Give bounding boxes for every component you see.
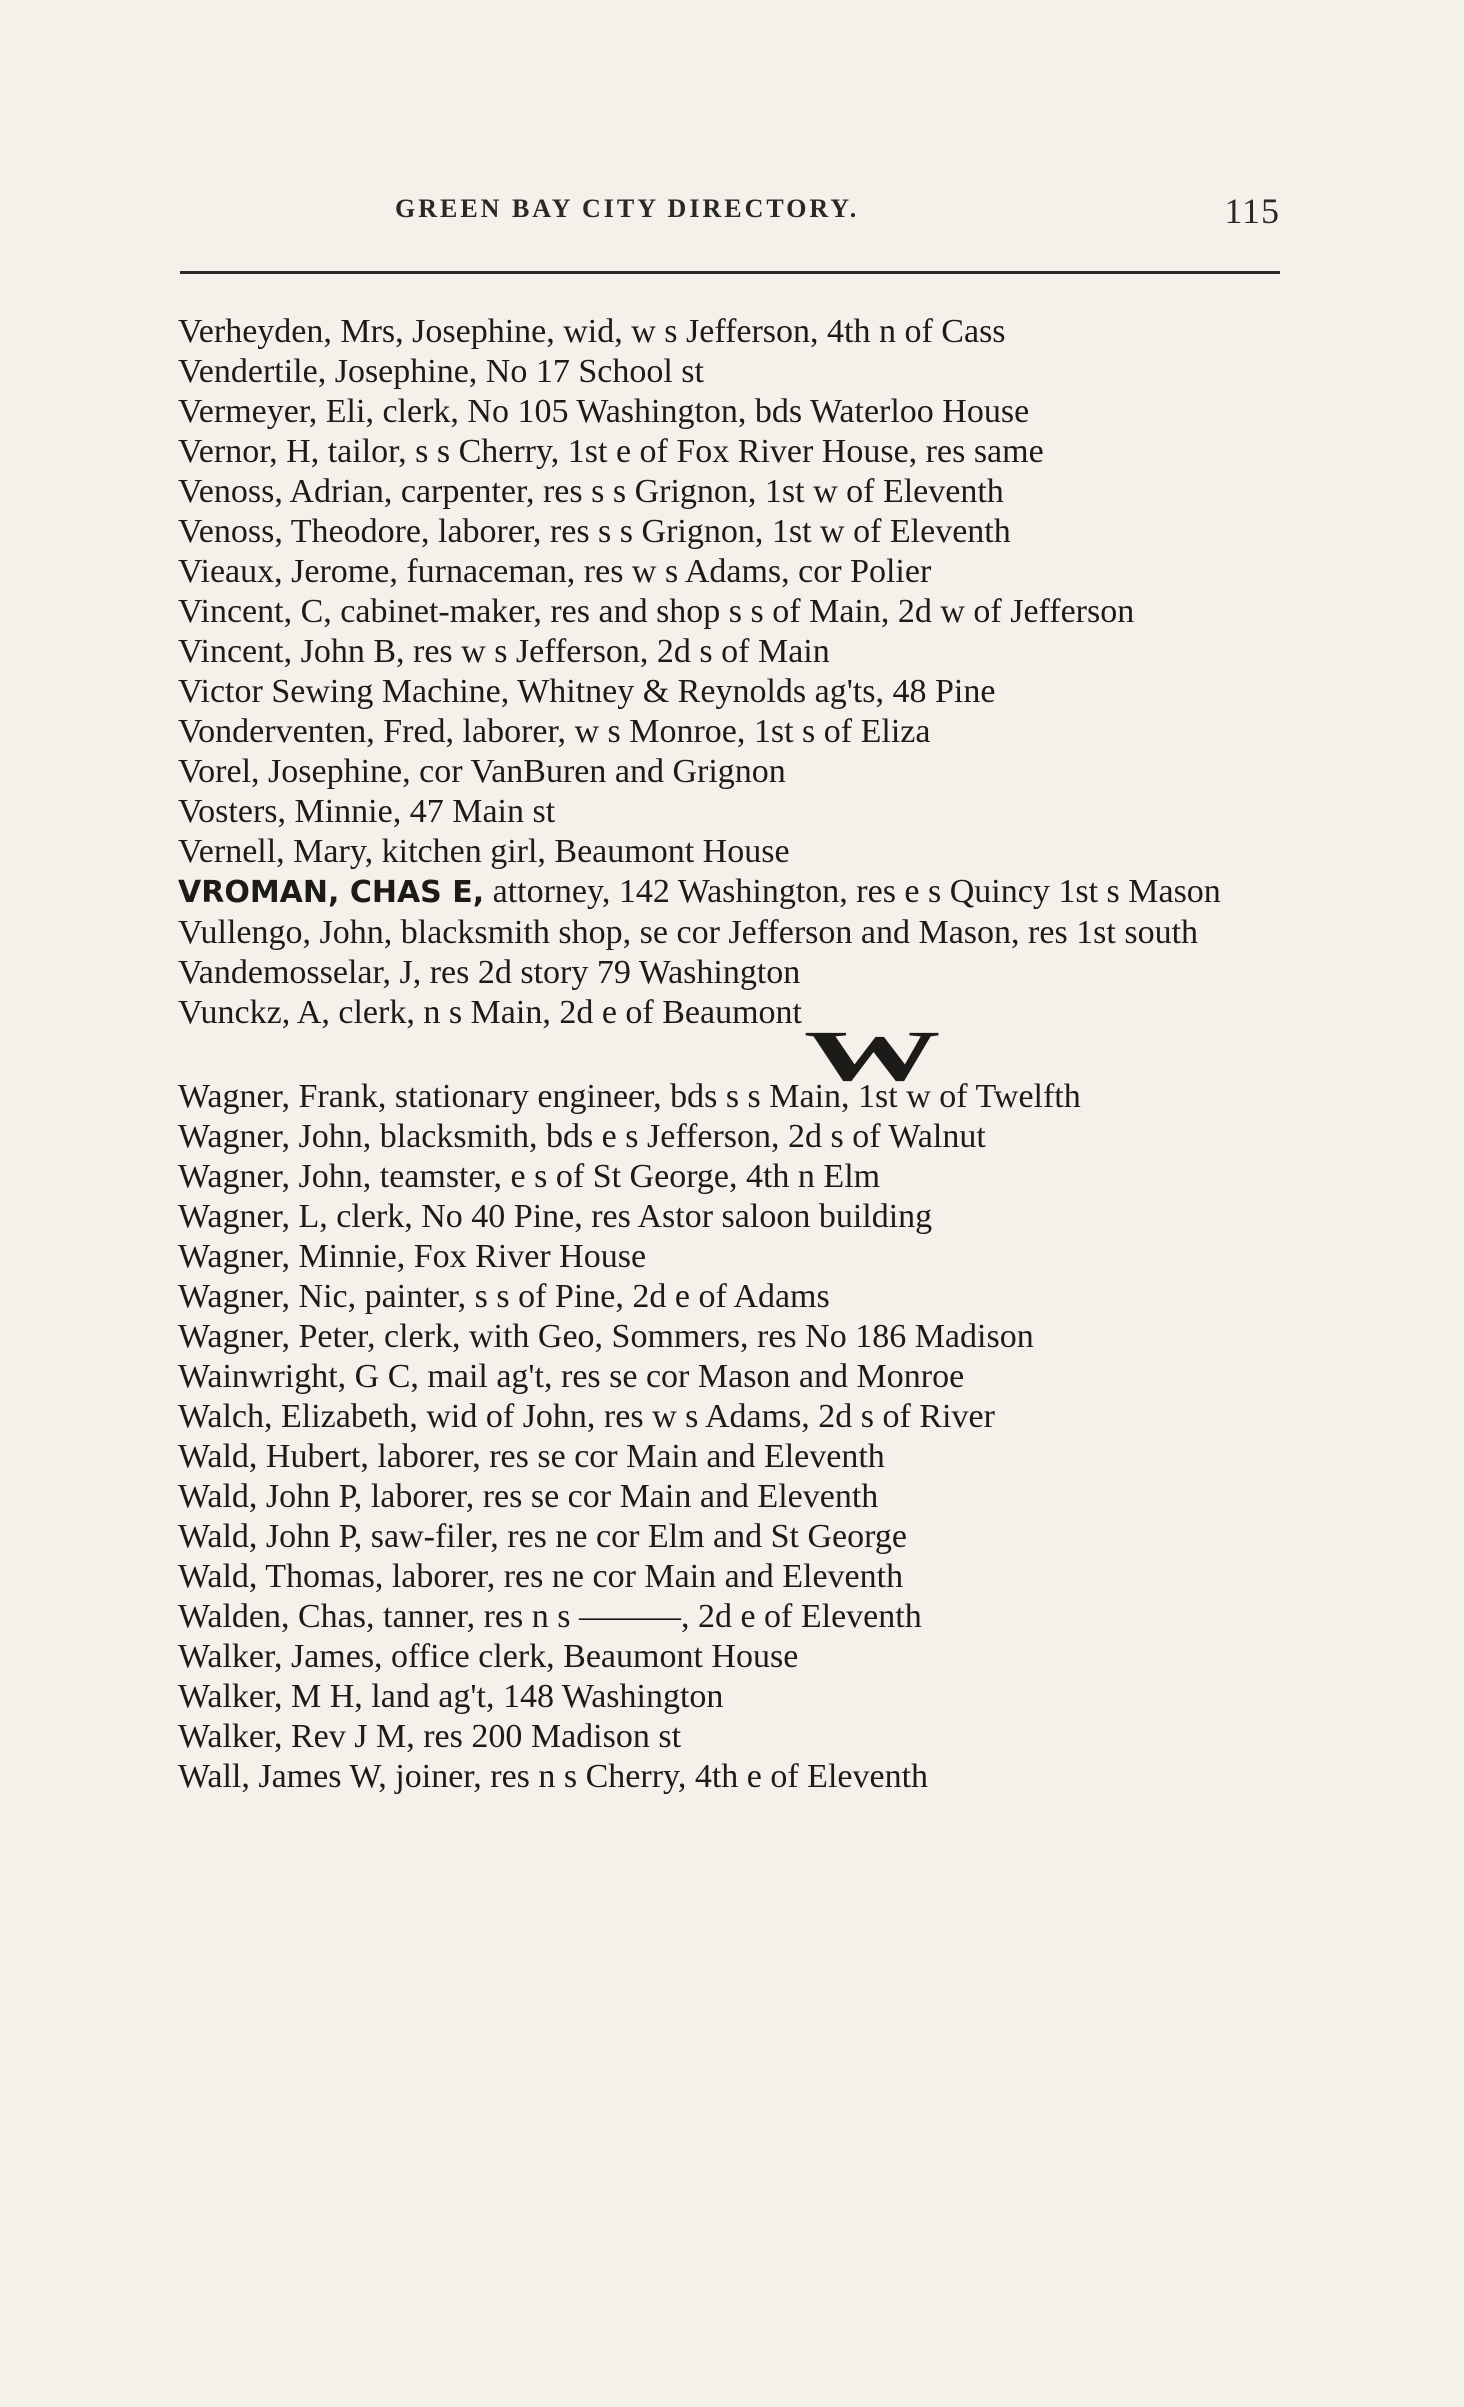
directory-entry bbox=[178, 672, 1270, 712]
entry-text: Venoss, Theodore, laborer, res s s Grignon, 1st w of Eleventh bbox=[178, 513, 1011, 550]
entry-text: attorney, 142 Washington, res e s Quincy 1st s Mason bbox=[484, 873, 1221, 910]
entry-text: Vernell, Mary, kitchen girl, Beaumont House bbox=[178, 833, 790, 870]
entry-text: Vermeyer, Eli, clerk, No 105 Washington, bds Waterloo House bbox=[178, 393, 1030, 430]
directory-entry bbox=[178, 1597, 1270, 1637]
directory-entry bbox=[178, 1397, 1270, 1437]
section-letter-w bbox=[0, 1016, 1464, 1096]
entry-text: Vendertile, Josephine, No 17 School st bbox=[178, 353, 704, 390]
entry-text: Wald, Thomas, laborer, res ne cor Main and Eleventh bbox=[178, 1558, 904, 1595]
directory-entry bbox=[178, 913, 1270, 953]
entry-text: Vincent, John B, res w s Jefferson, 2d s of Main bbox=[178, 633, 830, 670]
directory-entry bbox=[178, 632, 1270, 672]
directory-entry bbox=[178, 312, 1270, 352]
entry-text: Vieaux, Jerome, furnaceman, res w s Adams, cor Polier bbox=[178, 553, 932, 590]
entry-text: Wagner, Frank, stationary engineer, bds s s Main, 1st w of Twelfth bbox=[178, 1078, 1081, 1115]
entry-text: Wagner, Peter, clerk, with Geo, Sommers, res No 186 Madison bbox=[178, 1318, 1034, 1355]
directory-entry bbox=[178, 1437, 1270, 1477]
directory-entry bbox=[178, 512, 1270, 552]
directory-entry bbox=[178, 1637, 1270, 1677]
entry-text: Vincent, C, cabinet-maker, res and shop s s of Main, 2d w of Jefferson bbox=[178, 593, 1135, 630]
entry-text: Vosters, Minnie, 47 Main st bbox=[178, 793, 556, 830]
entry-text: Vorel, Josephine, cor VanBuren and Grignon bbox=[178, 753, 786, 790]
directory-entry bbox=[178, 1357, 1270, 1397]
directory-entry bbox=[178, 872, 1270, 913]
directory-entry bbox=[178, 352, 1270, 392]
entry-text: Wald, Hubert, laborer, res se cor Main and Eleventh bbox=[178, 1438, 885, 1475]
directory-entry bbox=[178, 1157, 1270, 1197]
v-entries bbox=[178, 312, 1270, 1033]
entry-text: Walker, James, office clerk, Beaumont House bbox=[178, 1638, 799, 1675]
entry-text: Wald, John P, saw-filer, res ne cor Elm and St George bbox=[178, 1518, 907, 1555]
entry-text: Wagner, L, clerk, No 40 Pine, res Astor saloon building bbox=[178, 1198, 933, 1235]
directory-entry bbox=[178, 1717, 1270, 1757]
entry-text: Wainwright, G C, mail ag't, res se cor Mason and Monroe bbox=[178, 1358, 965, 1395]
section-letter-text: W bbox=[803, 1016, 930, 1096]
entry-name-bold: VROMAN, CHAS E, bbox=[178, 875, 485, 910]
entry-text: Wagner, John, blacksmith, bds e s Jefferson, 2d s of Walnut bbox=[178, 1118, 986, 1155]
directory-entry bbox=[178, 1677, 1270, 1717]
entry-text: Victor Sewing Machine, Whitney & Reynolds ag'ts, 48 Pine bbox=[178, 673, 996, 710]
entry-text: Walker, Rev J M, res 200 Madison st bbox=[178, 1718, 682, 1755]
entry-text: Walch, Elizabeth, wid of John, res w s Adams, 2d s of River bbox=[178, 1398, 995, 1435]
directory-entry bbox=[178, 432, 1270, 472]
entry-text: Walker, M H, land ag't, 148 Washington bbox=[178, 1678, 724, 1715]
directory-entry bbox=[178, 832, 1270, 872]
running-head bbox=[180, 190, 1280, 240]
entry-text: Wall, James W, joiner, res n s Cherry, 4th e of Eleventh bbox=[178, 1758, 929, 1795]
directory-entries bbox=[178, 312, 1270, 1797]
entry-text: Vunckz, A, clerk, n s Main, 2d e of Beaumont bbox=[178, 994, 802, 1031]
entry-text: Walden, Chas, tanner, res n s ———, 2d e of Eleventh bbox=[178, 1598, 922, 1635]
directory-entry bbox=[178, 1557, 1270, 1597]
directory-entry bbox=[178, 1237, 1270, 1277]
entry-text: Wagner, Minnie, Fox River House bbox=[178, 1238, 647, 1275]
directory-entry bbox=[178, 1197, 1270, 1237]
directory-entry bbox=[178, 472, 1270, 512]
page-number: 115 bbox=[1224, 191, 1280, 231]
entry-text: Vonderventen, Fred, laborer, w s Monroe, 1st s of Eliza bbox=[178, 713, 931, 750]
directory-entry bbox=[178, 752, 1270, 792]
directory-entry bbox=[178, 712, 1270, 752]
entry-text: Verheyden, Mrs, Josephine, wid, w s Jefferson, 4th n of Cass bbox=[178, 313, 1006, 350]
entry-text: Vandemosselar, J, res 2d story 79 Washington bbox=[178, 954, 801, 991]
entry-text: Wald, John P, laborer, res se cor Main and Eleventh bbox=[178, 1478, 879, 1515]
directory-entry bbox=[178, 552, 1270, 592]
running-head-title: GREEN BAY CITY DIRECTORY. bbox=[395, 194, 860, 223]
entry-text: Vernor, H, tailor, s s Cherry, 1st e of Fox River House, res same bbox=[178, 433, 1044, 470]
directory-entry bbox=[178, 1517, 1270, 1557]
directory-entry bbox=[178, 792, 1270, 832]
entry-text: Venoss, Adrian, carpenter, res s s Grignon, 1st w of Eleventh bbox=[178, 473, 1004, 510]
directory-entry bbox=[178, 1277, 1270, 1317]
directory-entry bbox=[178, 392, 1270, 432]
directory-entry bbox=[178, 1757, 1270, 1797]
directory-entry bbox=[178, 592, 1270, 632]
entry-text: Vullengo, John, blacksmith shop, se cor Jefferson and Mason, res 1st south bbox=[178, 914, 1199, 951]
directory-entry bbox=[178, 1477, 1270, 1517]
header-rule bbox=[180, 271, 1280, 274]
w-entries bbox=[178, 1077, 1270, 1797]
directory-entry bbox=[178, 1077, 1270, 1117]
entry-text: Wagner, John, teamster, e s of St George, 4th n Elm bbox=[178, 1158, 881, 1195]
directory-entry bbox=[178, 1317, 1270, 1357]
entry-text: Wagner, Nic, painter, s s of Pine, 2d e of Adams bbox=[178, 1278, 830, 1315]
directory-entry bbox=[178, 993, 1270, 1033]
directory-entry bbox=[178, 953, 1270, 993]
directory-entry bbox=[178, 1117, 1270, 1157]
